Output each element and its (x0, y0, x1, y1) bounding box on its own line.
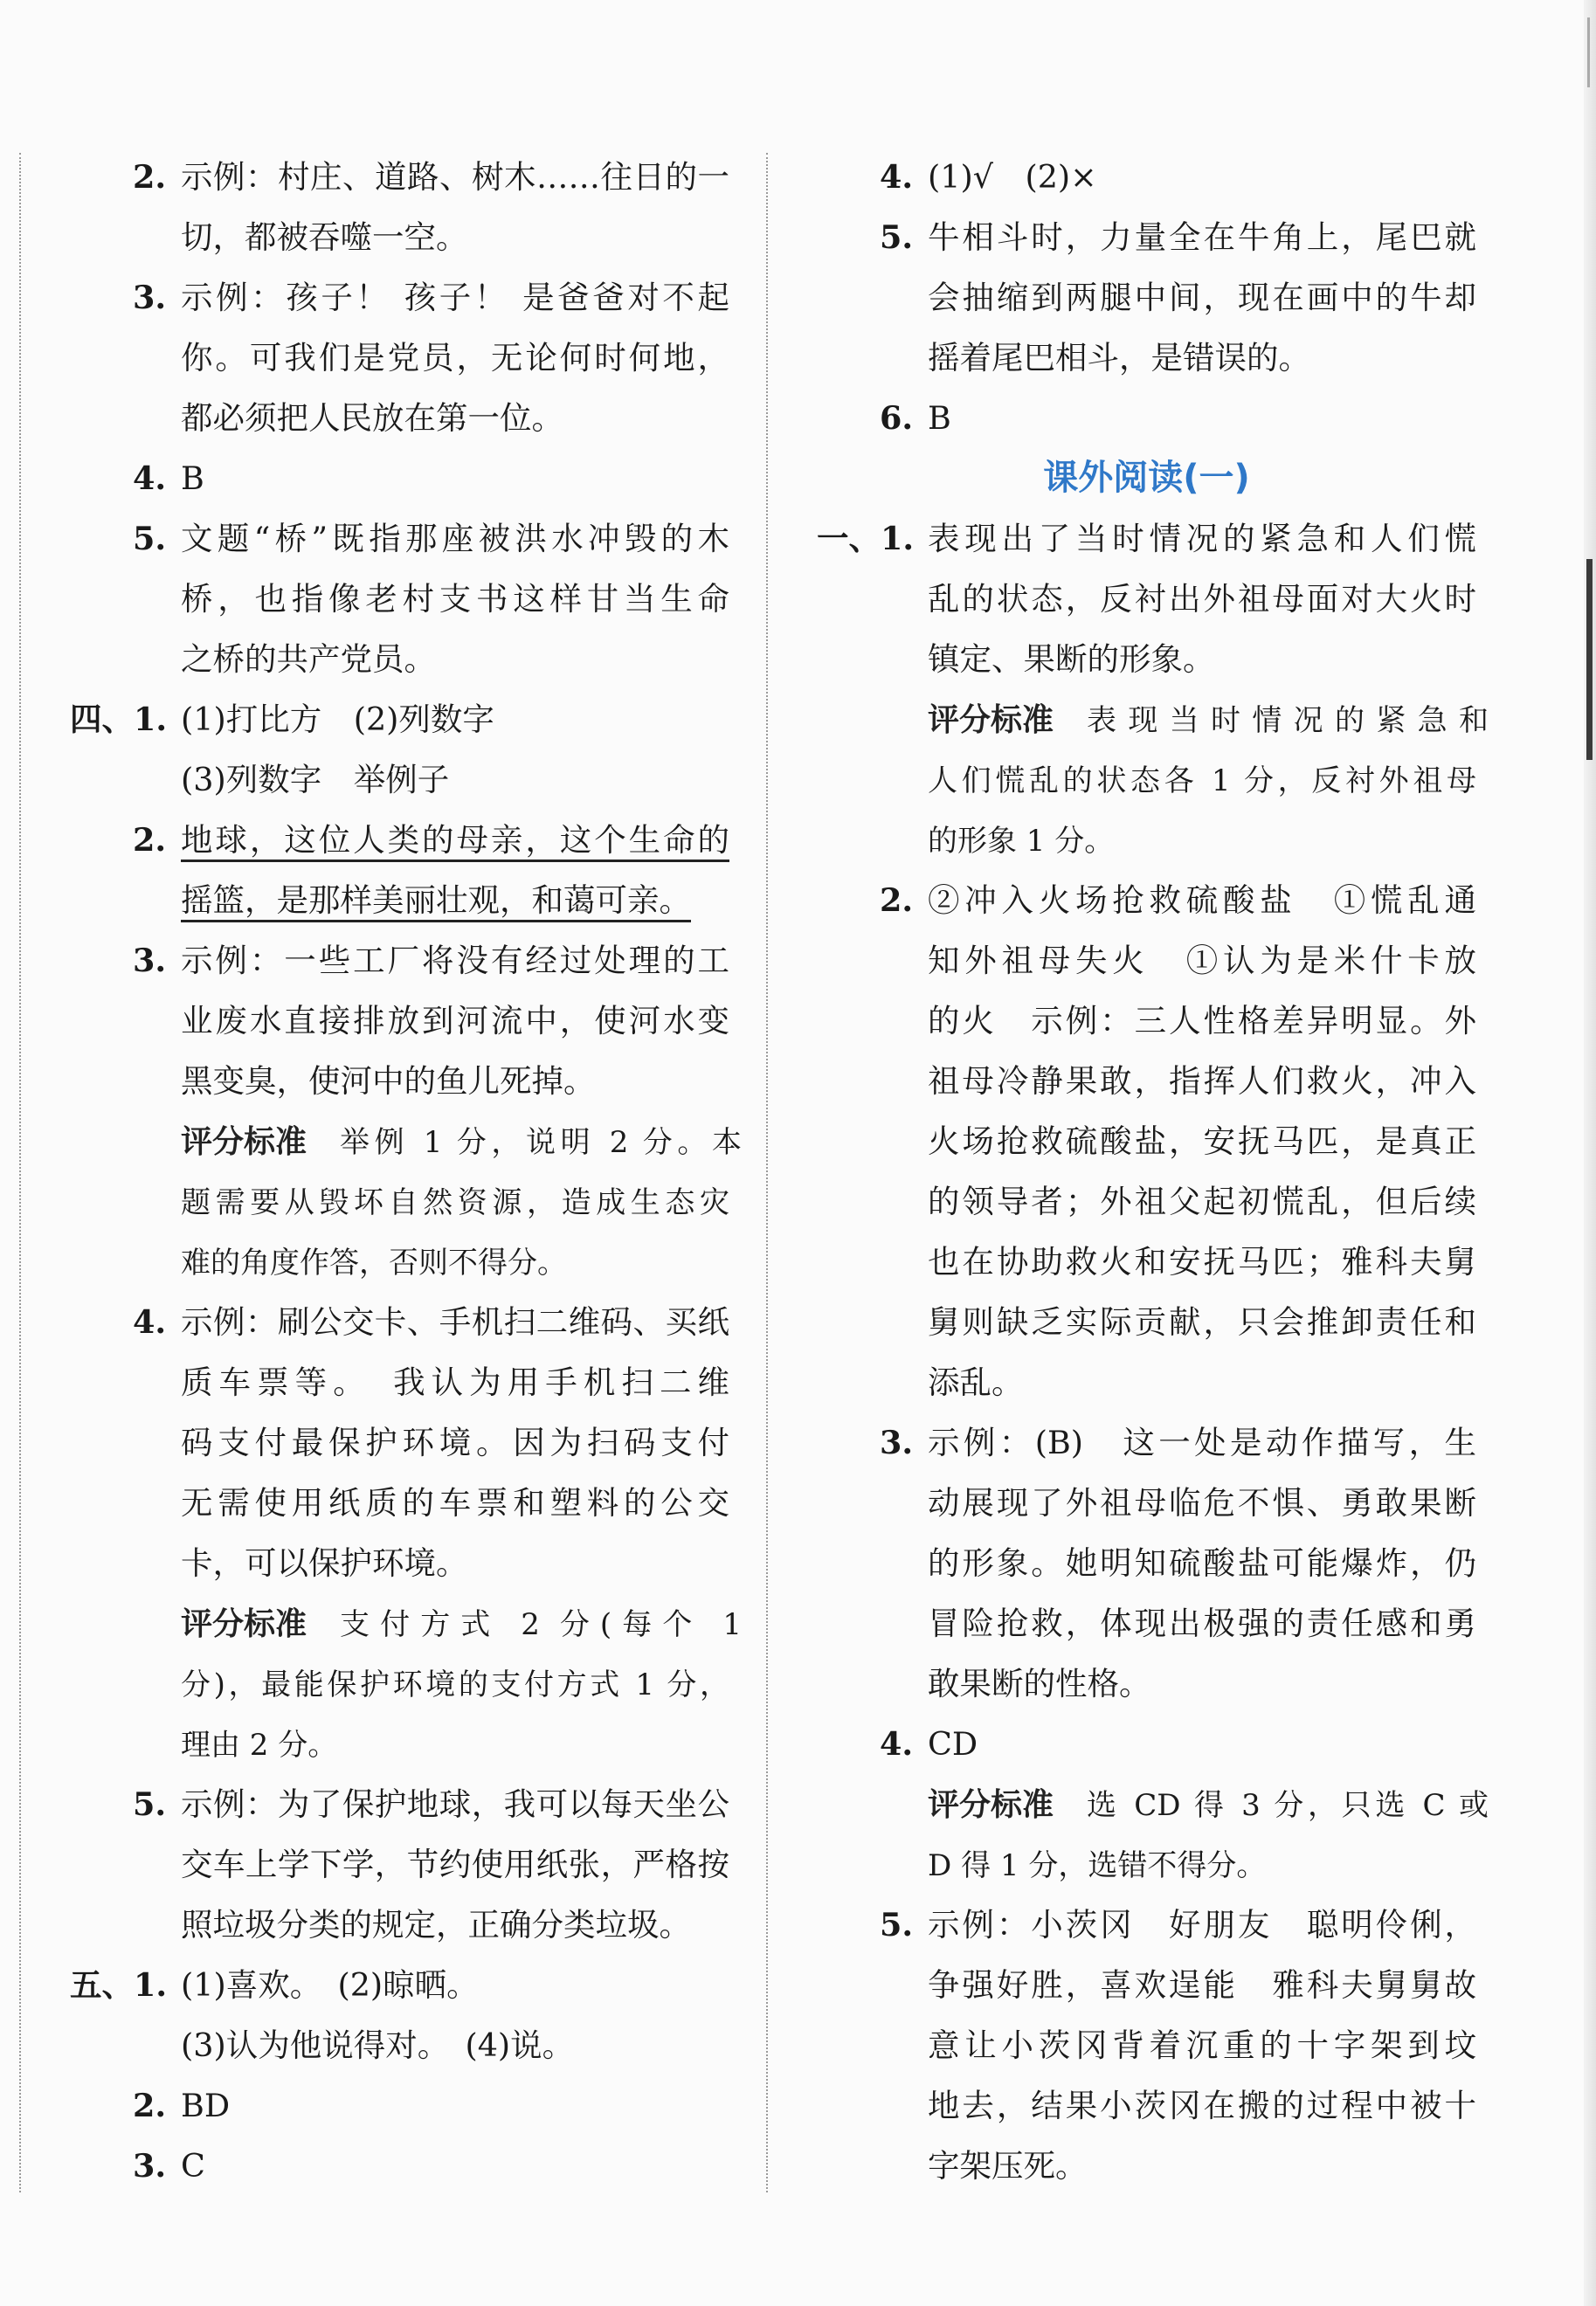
answer-text: 冒险抢救，体现出极强的责任感和勇 (928, 1605, 1476, 1642)
answer-text: 示例：为了保护地球，我可以每天坐公 (181, 1785, 729, 1823)
answer-text: 争强好胜，喜欢逞能 雅科夫舅舅故 (928, 1966, 1476, 2004)
edge-mark (1586, 559, 1593, 760)
answer-text: (3)列数字 举例子 (181, 761, 450, 798)
answer-text: 你。可我们是党员，无论何时何地， (181, 339, 729, 376)
question-number: 5. (880, 218, 914, 256)
question-number: 3. (880, 1424, 914, 1461)
answer-line (817, 1292, 1476, 1352)
answer-line (70, 1412, 729, 1473)
answer-line (70, 1955, 729, 2015)
answer-line (70, 1051, 729, 1111)
answer-text: 题需要从毁坏自然资源，造成生态灾 (181, 1185, 729, 1220)
answer-line (817, 810, 1476, 870)
answer-line (70, 1714, 729, 1774)
answer-text: 的形象。她明知硫酸盐可能爆炸，仍 (928, 1544, 1476, 1582)
answer-text: 添乱。 (928, 1364, 1024, 1401)
answer-text: 照垃圾分类的规定，正确分类垃圾。 (181, 1906, 691, 1944)
answer-text: 支付方式 2 分(每个 1 (340, 1607, 743, 1642)
question-number: 5. (133, 520, 167, 557)
answer-line (70, 930, 729, 991)
answer-line (70, 207, 729, 267)
answer-line (817, 1834, 1476, 1895)
answer-text: 知外祖母失火 ①认为是米什卡放 (928, 942, 1476, 979)
left-column (70, 147, 743, 2196)
answer-line (817, 870, 1476, 930)
section-heading: 课外阅读(一) (1043, 458, 1250, 498)
answer-line (70, 629, 729, 689)
answer-line (817, 388, 1476, 448)
answer-text: BD (181, 2087, 231, 2124)
question-number: 6. (880, 399, 914, 437)
answer-text: 都必须把人民放在第一位。 (181, 399, 563, 437)
answer-line (70, 2136, 729, 2196)
answer-text: 之桥的共产党员。 (181, 640, 436, 678)
answer-text: 文题“桥”既指那座被洪水冲毁的木 (181, 520, 729, 557)
answer-text: 乱的状态，反衬出外祖母面对大火时 (928, 580, 1476, 618)
answer-line (70, 267, 729, 328)
answer-line (70, 1593, 743, 1654)
answer-text: B (181, 459, 204, 497)
answer-line (817, 1352, 1476, 1412)
answer-text: 交车上学下学，节约使用纸张，严格按 (181, 1846, 729, 1883)
answer-text: 祖母冷静果敢，指挥人们救火，冲入 (928, 1062, 1476, 1100)
answer-line (817, 1051, 1476, 1111)
answer-line (70, 328, 729, 388)
answer-text: 表现当时情况的紧急和 (1087, 703, 1489, 738)
answer-line (817, 1774, 1489, 1834)
page-edge (1584, 0, 1596, 2306)
answer-text: 难的角度作答，否则不得分。 (181, 1246, 567, 1281)
answer-line (70, 1473, 729, 1533)
answer-text: 黑变臭，使河中的鱼儿死掉。 (181, 1062, 596, 1100)
question-number: 五、1. (70, 1966, 168, 2004)
answer-text: 表现出了当时情况的紧急和人们慌 (928, 520, 1476, 557)
answer-text: 示例：刷公交卡、手机扫二维码、买纸 (181, 1303, 729, 1341)
answer-text: CD (928, 1725, 978, 1763)
question-number: 2. (133, 2087, 167, 2124)
answer-text: 示例：(B) 这一处是动作描写，生 (928, 1424, 1476, 1461)
answer-text: 分)，最能保护环境的支付方式 1 分， (181, 1667, 729, 1702)
answer-line (817, 749, 1476, 810)
answer-text: 示例：一些工厂将没有经过处理的工 (181, 942, 729, 979)
answer-line (70, 388, 729, 448)
answer-line (817, 1473, 1476, 1533)
answer-text: 摇篮，是那样美丽壮观，和蔼可亲。 (181, 881, 691, 919)
question-number: 5. (133, 1785, 167, 1823)
answer-text: 业废水直接排放到河流中，使河水变 (181, 1002, 729, 1039)
answer-line (70, 147, 729, 207)
answer-text: (1)打比方 (2)列数字 (181, 701, 494, 738)
answer-line (70, 991, 729, 1051)
answer-line (70, 1352, 729, 1412)
answer-line (70, 1111, 743, 1171)
answer-line (70, 1774, 729, 1834)
answer-text: (1)喜欢。 (2)晾晒。 (181, 1966, 479, 2004)
answer-line (817, 1593, 1476, 1654)
answer-text: 舅则缺乏实际贡献，只会推卸责任和 (928, 1303, 1476, 1341)
answer-text: 示例：小茨冈 好朋友 聪明伶俐， (928, 1906, 1476, 1944)
answer-text: 切，都被吞噬一空。 (181, 218, 468, 256)
answer-text: (3)认为他说得对。 (4)说。 (181, 2026, 575, 2064)
answer-line (817, 1714, 1476, 1774)
answer-text: 动展现了外祖母临危不惧、勇敢果断 (928, 1484, 1476, 1522)
answer-text: 敢果断的性格。 (928, 1665, 1151, 1702)
answer-text: 的火 示例：三人性格差异明显。外 (928, 1002, 1476, 1039)
answer-text: 理由 2 分。 (181, 1728, 338, 1763)
answer-text: 摇着尾巴相斗，是错误的。 (928, 339, 1310, 376)
answer-line (70, 1654, 729, 1714)
answer-text: 质车票等。 我认为用手机扫二维 (181, 1364, 729, 1401)
question-number: 4. (880, 158, 914, 196)
question-number: 四、1. (70, 701, 168, 738)
answer-text: 意让小茨冈背着沉重的十字架到坟 (928, 2026, 1476, 2064)
answer-line (817, 1955, 1476, 2015)
answer-line (70, 1171, 729, 1232)
answer-text: 火场抢救硫酸盐，安抚马匹，是真正 (928, 1122, 1476, 1160)
answer-text: 镇定、果断的形象。 (928, 640, 1215, 678)
answer-line (817, 1111, 1476, 1171)
answer-line (817, 930, 1476, 991)
answer-line (817, 569, 1476, 629)
question-number: 3. (133, 942, 167, 979)
answer-text: 卡，可以保护环境。 (181, 1544, 468, 1582)
question-number: 5. (880, 1906, 914, 1944)
answer-line (817, 2075, 1476, 2136)
answer-text: 人们慌乱的状态各 1 分，反衬外祖母 (928, 763, 1476, 798)
question-number: 2. (880, 881, 914, 919)
question-number: 4. (133, 1303, 167, 1341)
question-number: 4. (880, 1725, 914, 1763)
answer-text: 码支付最保护环境。因为扫码支付 (181, 1424, 729, 1461)
answer-text: 示例：孩子！ 孩子！ 是爸爸对不起 (181, 279, 729, 316)
answer-text: 地球，这位人类的母亲，这个生命的 (181, 821, 729, 859)
answer-text: B (928, 399, 951, 437)
answer-line (70, 810, 729, 870)
answer-line (70, 1292, 729, 1352)
answer-text: ②冲入火场抢救硫酸盐 ①慌乱通 (928, 881, 1476, 919)
answer-text: 桥，也指像老村支书这样甘当生命 (181, 580, 729, 618)
answer-line (70, 508, 729, 569)
answer-line (70, 749, 729, 810)
answer-line (70, 2075, 729, 2136)
question-number: 2. (133, 821, 167, 859)
answer-text: 无需使用纸质的车票和塑料的公交 (181, 1484, 729, 1522)
answer-text: 牛相斗时，力量全在牛角上，尾巴就 (928, 218, 1476, 256)
answer-line (817, 207, 1476, 267)
answer-line (817, 508, 1476, 569)
answer-line (70, 689, 729, 749)
answer-line (70, 1895, 729, 1955)
answer-line (817, 689, 1489, 749)
answer-line (70, 569, 729, 629)
answer-line (817, 1232, 1476, 1292)
answer-text: 的领导者；外祖父起初慌乱，但后续 (928, 1183, 1476, 1220)
answer-line (817, 629, 1476, 689)
answer-line (817, 2015, 1476, 2075)
left-margin-divider (19, 153, 21, 2192)
edge-mark (1587, 17, 1590, 87)
answer-text: 会抽缩到两腿中间，现在画中的牛却 (928, 279, 1476, 316)
scoring-criteria-label: 评分标准 (928, 1787, 1054, 1823)
answer-line (817, 991, 1476, 1051)
answer-line (70, 1834, 729, 1895)
answer-text: D 得 1 分，选错不得分。 (928, 1848, 1267, 1883)
answer-text: 字架压死。 (928, 2147, 1088, 2185)
answer-line (817, 1895, 1476, 1955)
question-number: 3. (133, 279, 167, 316)
answer-text: 选 CD 得 3 分，只选 C 或 (1087, 1788, 1489, 1823)
question-number: 2. (133, 158, 167, 196)
answer-line (817, 1412, 1476, 1473)
question-number: 4. (133, 459, 167, 497)
answer-line (817, 1533, 1476, 1593)
scoring-criteria-label: 评分标准 (928, 702, 1054, 738)
answer-line (817, 267, 1476, 328)
question-number: 3. (133, 2147, 167, 2185)
answer-text: 地去，结果小茨冈在搬的过程中被十 (928, 2087, 1476, 2124)
answer-text: 也在协助救火和安抚马匹；雅科夫舅 (928, 1243, 1476, 1281)
answer-line (70, 1533, 729, 1593)
answer-line (70, 870, 729, 930)
answer-line (817, 147, 1476, 207)
scoring-criteria-label: 评分标准 (181, 1606, 307, 1642)
answer-line (70, 2015, 729, 2075)
center-column-divider (766, 153, 768, 2192)
answer-line (817, 1654, 1476, 1714)
answer-text: (1)√ (2)× (928, 158, 1097, 196)
answer-text: 举例 1 分，说明 2 分。本 (340, 1125, 743, 1160)
question-number: 一、1. (817, 520, 915, 557)
answer-text: 示例：村庄、道路、树木……往日的一 (181, 158, 729, 196)
right-column (817, 147, 1489, 2196)
answer-line (817, 2136, 1476, 2196)
answer-text: C (181, 2147, 205, 2185)
answer-line (817, 1171, 1476, 1232)
scoring-criteria-label: 评分标准 (181, 1124, 307, 1160)
answer-line (817, 328, 1476, 388)
answer-line (70, 1232, 729, 1292)
answer-text: 的形象 1 分。 (928, 824, 1115, 859)
answer-line (70, 448, 729, 508)
